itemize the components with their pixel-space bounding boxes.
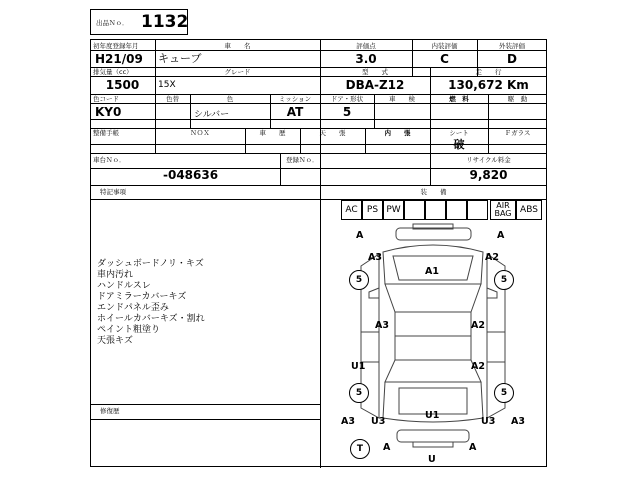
exterior-value: D (507, 52, 517, 66)
damage-front-fender-right: A2 (485, 252, 499, 263)
inspection-label: 車 検 (389, 95, 415, 103)
damage-door-left: A3 (375, 320, 389, 331)
damage-rear-quarter-right: A2 (471, 361, 485, 372)
damage-rear-left-a3: A3 (341, 416, 355, 427)
wheel-rear-right: 5 (494, 383, 514, 403)
remarks-label: 特記事項 (100, 188, 126, 196)
exterior-label: 外装評価 (499, 42, 525, 50)
color-label: 色 (226, 95, 234, 103)
mileage-value: 130,672 Km (448, 78, 529, 92)
fglass-label: Ｆガラス (504, 129, 531, 137)
registration-label: 登録Ｎｏ． (286, 156, 319, 164)
remarks-list (97, 259, 205, 347)
car-damage-diagram (321, 222, 546, 467)
interior-tension-label: 内 張 (384, 129, 411, 137)
damage-front-right: A (497, 230, 505, 241)
interior-label: 内装評価 (431, 42, 458, 50)
seat-value: 破 (453, 138, 465, 151)
equipment-pw: PW (383, 200, 404, 220)
repair-history-label: 修復歴 (100, 407, 120, 415)
damage-door-right: A2 (471, 320, 485, 331)
roof-label: 天 張 (319, 129, 346, 137)
score-value: 3.0 (355, 52, 377, 66)
remark-item: ハンドルスレ (97, 281, 151, 291)
equipment-ps: PS (362, 200, 383, 220)
year-label: 初年度登録年月 (93, 42, 139, 50)
wheel-front-right: 5 (494, 270, 514, 290)
drive-label: 駆 動 (507, 95, 528, 103)
remark-item: ドアミラーカバーキズ (97, 292, 187, 302)
cc-label: 排気量（cc） (93, 68, 133, 76)
chassis-value: -048636 (163, 168, 219, 182)
tire-marker: T (350, 439, 370, 459)
grade-label: グレード (224, 68, 251, 76)
manual-label: 整備手帳 (93, 129, 119, 137)
damage-rear-right-a3: A3 (511, 416, 525, 427)
color-code-value: KY0 (95, 105, 122, 119)
history-label: 車 歴 (259, 129, 286, 137)
color-value: シルバー (194, 110, 230, 120)
year-value: H21/09 (95, 52, 143, 66)
nox-label: ＮＯＸ (190, 129, 210, 137)
fuel-label: 燃 料 (449, 95, 469, 103)
damage-hood: A1 (425, 266, 439, 277)
door-value: 5 (342, 105, 352, 119)
damage-rear-a-right: A (469, 442, 477, 453)
color-code-label: 色コード (93, 95, 119, 103)
remark-item: ホイールカバーキズ・割れ (97, 314, 205, 324)
damage-rear-right-u3: U3 (481, 416, 496, 427)
chassis-label: 車台Ｎｏ． (93, 156, 126, 164)
model-value: DBA-Z12 (345, 78, 405, 92)
cc-value: 1500 (105, 78, 140, 92)
damage-front-center-left: A3 (368, 252, 382, 263)
score-label: 評価点 (356, 42, 376, 50)
interior-value: C (440, 52, 449, 66)
equipment-ac: AC (341, 200, 362, 220)
remark-item: エンドパネル歪み (97, 303, 169, 313)
remark-item: 車内汚れ (97, 270, 134, 280)
door-label: ドア・形状 (330, 95, 364, 103)
model-label: 型 式 (362, 68, 388, 76)
equipment-slot (446, 200, 467, 220)
damage-front-left: A (356, 230, 364, 241)
damage-rear-a-left: A (383, 442, 391, 453)
lot-number: 1132 (141, 12, 189, 32)
lot-label: 出品Ｎｏ． (96, 19, 129, 27)
equipment-abs: ABS (516, 200, 542, 220)
recycle-value: 9,820 (469, 168, 508, 182)
color-change-label: 色替 (166, 95, 179, 103)
damage-rear-left-u3: U3 (371, 416, 386, 427)
equipment-slot (404, 200, 425, 220)
mission-label: ミッション (278, 95, 312, 103)
wheel-front-left: 5 (349, 270, 369, 290)
recycle-label: リサイクル料金 (466, 156, 511, 164)
equipment-label: 装 備 (420, 188, 447, 196)
seat-label: シート (449, 129, 469, 137)
equipment-slot (425, 200, 446, 220)
equipment-slot (467, 200, 488, 220)
mileage-label: 走 行 (475, 68, 502, 76)
remark-item: 天張キズ (97, 336, 133, 346)
damage-rear-bumper: U (428, 454, 436, 465)
grade-value: 15X (158, 80, 176, 90)
mission-value: AT (286, 105, 304, 119)
damage-trunk: U1 (425, 410, 440, 421)
remark-item: ダッシュボードノリ・キズ (97, 259, 204, 269)
wheel-rear-left: 5 (349, 383, 369, 403)
remark-item: ペイント粗塗り (97, 325, 161, 335)
equipment-airbag: AIR BAG (490, 200, 516, 220)
damage-rear-quarter-left: U1 (351, 361, 366, 372)
name-value: キューブ (158, 52, 202, 65)
name-label: 車 名 (224, 42, 251, 50)
lot-box (90, 9, 188, 35)
